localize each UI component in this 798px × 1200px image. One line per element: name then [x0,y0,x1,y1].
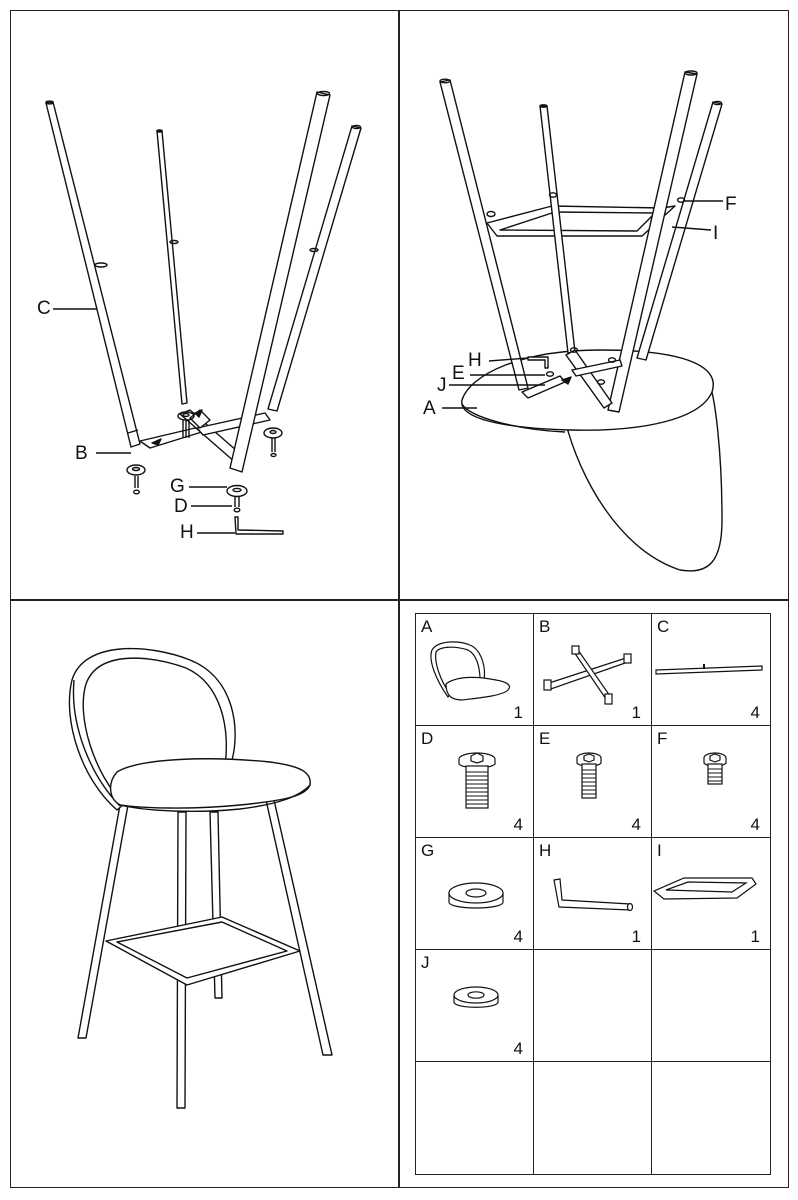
part-letter: A [421,617,433,636]
callout-d: D [174,496,188,517]
part-letter: J [421,953,430,972]
callout-c: C [37,298,51,319]
callout-j: J [437,375,447,396]
callout-i: I [713,223,719,244]
part-quantity: 4 [750,703,760,722]
callout-a: A [423,398,436,419]
callout-h2: H [468,350,482,371]
part-cell-c [652,614,770,726]
part-letter: B [539,617,551,636]
finished-bar-stool-illustration [12,602,397,1186]
part-cell-b [534,614,652,726]
step2-seat-attachment-illustration [400,12,787,598]
part-cell-e [534,726,652,838]
part-quantity: 4 [513,1039,523,1058]
callout-g: G [170,476,185,497]
part-letter: D [421,729,434,748]
part-quantity: 4 [513,927,523,946]
part-letter: F [657,729,668,748]
part-letter: H [539,841,552,860]
empty-cell [534,950,652,1062]
part-cell-d [416,726,534,838]
empty-cell [534,1062,652,1174]
part-letter: C [657,617,670,636]
part-cell-g [416,838,534,950]
empty-cell [652,1062,770,1174]
part-quantity: 1 [513,703,523,722]
panel-divider-horizontal [10,599,789,601]
part-cell-h [534,838,652,950]
empty-cell [652,950,770,1062]
empty-cell [416,1062,534,1174]
callout-f: F [725,194,737,215]
part-letter: G [421,841,435,860]
step1-leg-assembly-illustration [12,12,397,598]
part-letter: I [657,841,662,860]
finished-stool-panel [12,602,397,1186]
part-quantity: 1 [750,927,760,946]
part-cell-a [416,614,534,726]
part-cell-f [652,726,770,838]
step1-panel [12,12,397,598]
parts-list-table [415,613,771,1175]
part-letter: E [539,729,551,748]
part-cell-i [652,838,770,950]
part-quantity: 1 [631,927,641,946]
step2-panel [400,12,787,598]
part-quantity: 1 [631,703,641,722]
callout-h: H [180,522,194,543]
callout-e: E [452,363,465,384]
callout-b: B [75,443,88,464]
part-cell-j [416,950,534,1062]
part-quantity: 4 [750,815,760,834]
part-quantity: 4 [631,815,641,834]
part-quantity: 4 [513,815,523,834]
